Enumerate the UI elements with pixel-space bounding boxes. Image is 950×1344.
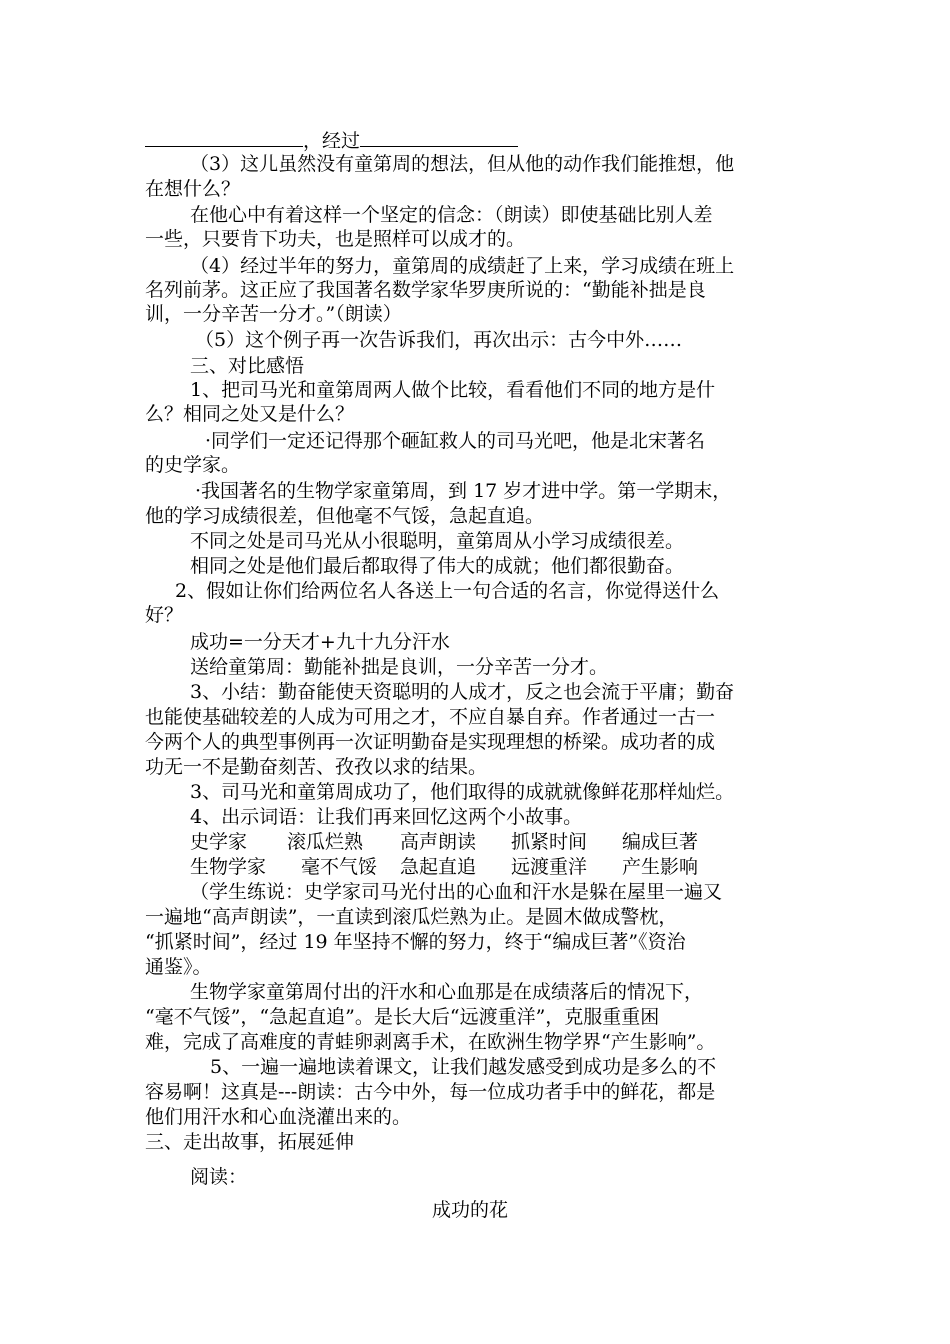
word: 毫不气馁 [301,856,378,878]
paragraph-line: 训，一分辛苦一分才。”（朗读） [145,303,402,325]
section-heading: 三、对比感悟 [190,355,305,377]
word: 抓紧时间 [511,831,588,853]
word: 高声朗读 [400,831,477,853]
paragraph-line: “抓紧时间”，经过 19 年坚持不懈的努力，终于“编成巨著”《资治 [145,931,686,953]
blank-1 [145,128,303,147]
paragraph-line: （4）经过半年的努力，童第周的成绩赶了上来，学习成绩在班上 [190,255,735,277]
paragraph-line: 2、假如让你们给两位名人各送上一句合适的名言，你觉得送什么 [175,580,720,602]
word: 远渡重洋 [511,856,588,878]
story-title: 成功的花 [432,1199,509,1221]
paragraph-line: 难，完成了高难度的青蛙卵剥离手术，在欧洲生物学界“产生影响”。 [145,1031,716,1053]
paragraph-line: 3、小结：勤奋能使天资聪明的人成才，反之也会流于平庸；勤奋 [190,681,735,703]
word: 生物学家 [190,856,267,878]
paragraph-line: 么？相同之处又是什么？ [145,403,355,425]
fill-sep: ，经过 [303,130,361,152]
paragraph-line: “毫不气馁”，“急起直追”。是长大后“远渡重洋”，克服重重困 [145,1006,660,1028]
paragraph-line: 送给童第周：勤能补拙是良训，一分辛苦一分才。 [190,656,609,678]
word: 编成巨著 [622,831,699,853]
paragraph-line: 他的学习成绩很差，但他毫不气馁，急起直追。 [145,505,545,527]
paragraph-line: （学生练说：史学家司马光付出的心血和汗水是躲在屋里一遍又 [190,881,723,903]
paragraph-line: 一遍地“高声朗读”，一直读到滚瓜烂熟为止。是圆木做成警枕， [145,906,678,928]
paragraph-line: 也能使基础较差的人成为可用之才，不应自暴自弃。作者通过一古一 [145,706,716,728]
paragraph-line: 在想什么？ [145,178,241,200]
paragraph-line: 4、出示词语：让我们再来回忆这两个小故事。 [190,806,583,828]
paragraph-line: 通鉴》。 [145,956,212,978]
paragraph-line: 今两个人的典型事例再一次证明勤奋是实现理想的桥梁。成功者的成 [145,731,716,753]
paragraph-line: ·我国著名的生物学家童第周，到 17 岁才进中学。第一学期末， [195,480,732,502]
paragraph-line: 相同之处是他们最后都取得了伟大的成就；他们都很勤奋。 [190,555,685,577]
paragraph-line: 3、司马光和童第周成功了，他们取得的成就就像鲜花那样灿烂。 [190,781,735,803]
word: 急起直追 [400,856,477,878]
paragraph-line: （3）这儿虽然没有童第周的想法，但从他的动作我们能推想，他 [190,153,735,175]
paragraph-line: 好？ [145,604,184,626]
paragraph-line: 1、把司马光和童第周两人做个比较，看看他们不同的地方是什 [190,379,716,401]
paragraph-line: 容易啊！这真是---朗读：古今中外，每一位成功者手中的鲜花，都是 [145,1081,716,1103]
paragraph-line: 名列前茅。这正应了我国著名数学家华罗庚所说的：“勤能补拙是良 [145,279,706,301]
paragraph-line: ·同学们一定还记得那个砸缸救人的司马光吧，他是北宋著名 [205,430,706,452]
reading-label: 阅读： [190,1166,248,1188]
paragraph-line: 5、一遍一遍地读着课文，让我们越发感受到成功是多么的不 [210,1056,717,1078]
paragraph-line: （5）这个例子再一次告诉我们，再次出示：古今中外…… [195,329,683,351]
section-heading: 三、走出故事，拓展延伸 [145,1131,355,1153]
paragraph-line: 他们用汗水和心血浇灌出来的。 [145,1106,412,1128]
word: 史学家 [190,831,248,853]
paragraph-line: 的史学家。 [145,454,241,476]
paragraph-line: 生物学家童第周付出的汗水和心血那是在成绩落后的情况下， [190,981,704,1003]
paragraph-line: 一些，只要肯下功夫，也是照样可以成才的。 [145,228,526,250]
word: 产生影响 [622,856,699,878]
word: 滚瓜烂熟 [287,831,364,853]
paragraph-line: 成功=一分天才+九十九分汗水 [190,631,450,653]
paragraph-line: 不同之处是司马光从小很聪明，童第周从小学习成绩很差。 [190,530,685,552]
paragraph-line: 在他心中有着这样一个坚定的信念：（朗读）即使基础比别人差 [190,204,713,226]
word-row-1 [190,830,698,854]
word-row-2 [190,855,698,879]
fill-in-line [145,128,518,153]
blank-2 [360,128,518,147]
paragraph-line: 功无一不是勤奋刻苦、孜孜以求的结果。 [145,756,488,778]
